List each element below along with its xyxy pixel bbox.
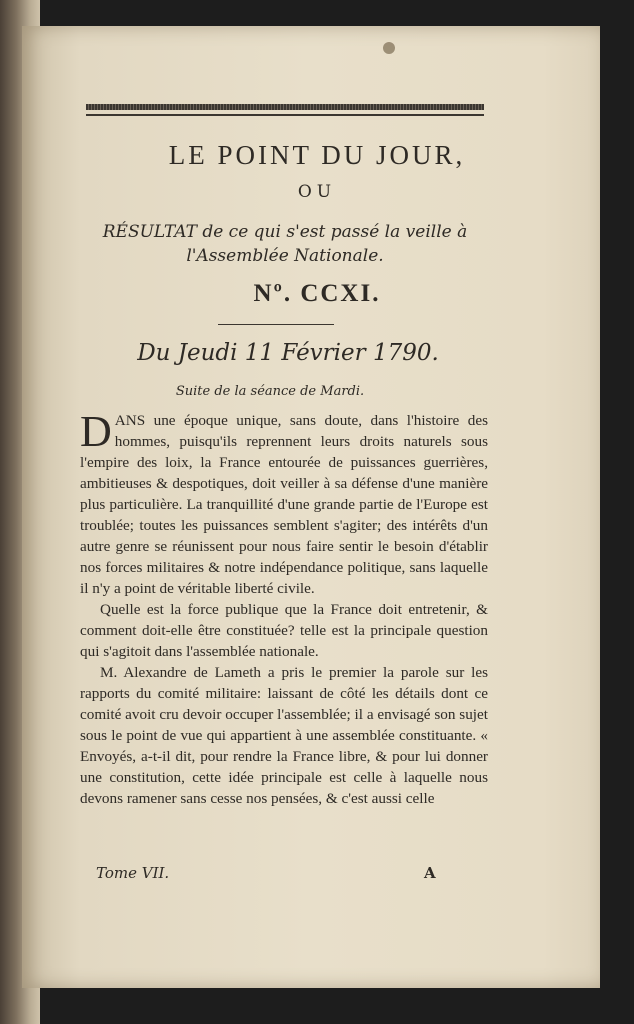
volume-label: Tome VII.	[96, 864, 170, 882]
signature-mark: A	[424, 864, 436, 882]
drop-cap: D	[80, 407, 112, 456]
header-ornamental-rule	[86, 104, 484, 110]
title-conjunction: OU	[297, 182, 337, 202]
newspaper-subtitle: RÉSULTAT de ce qui s'est passé la veille à l'Assemblée Nationale.	[102, 222, 468, 266]
paragraph-1	[80, 407, 488, 599]
separator-rule	[218, 324, 334, 325]
paragraph-3: M. Alexandre de Lameth a pris le premier la parole sur les rapports du comité militaire: laissant de côté les détails dont ce comité avoit cru devoir occuper l'assemblée; il a envisagé son sujet sous le point de vue qui appartient à une assemblée constituante. « Envoyés, a-t-il dit, pour rendre la France libre, & pour lui donner une constitution, cette idée principale est celle à laquelle nous devons ramener sans cesse nos pensées, & c'est aussi celle	[80, 664, 488, 807]
session-note: Suite de la séance de Mardi.	[175, 384, 365, 399]
paragraph-2: Quelle est la force publique que la France doit entretenir, & comment doit-elle être constituée? telle est la principale question qui s'agitoit dans l'assemblée nationale.	[80, 601, 488, 660]
paragraph-1-text: ANS une époque unique, sans doute, dans l'histoire des hommes, puisqu'ils reprennent leurs droits naturels sous l'empire des loix, la France entourée de puissances guerrières, ambitieuses & despotiques, doit veiller à sa défense d'une manière plus particulière. La tranquillité d'une grande partie de l'Europe est troublée; toutes les puissances semblent s'agiter; des intérêts d'un autre genre se réunissent pour nous faire sentir le besoin d'établir nos forces militaires & notre indépendance politique, sans laquelle il n'y a point de véritable liberté civile.	[80, 412, 488, 597]
newspaper-title: LE POINT DU JOUR,	[168, 140, 466, 170]
header-thin-rule	[86, 114, 484, 116]
article-body	[80, 407, 488, 809]
issue-date: Du Jeudi 11 Février 1790.	[137, 340, 439, 366]
paper-stain	[383, 42, 395, 54]
issue-number: Nº. CCXI.	[253, 280, 381, 307]
